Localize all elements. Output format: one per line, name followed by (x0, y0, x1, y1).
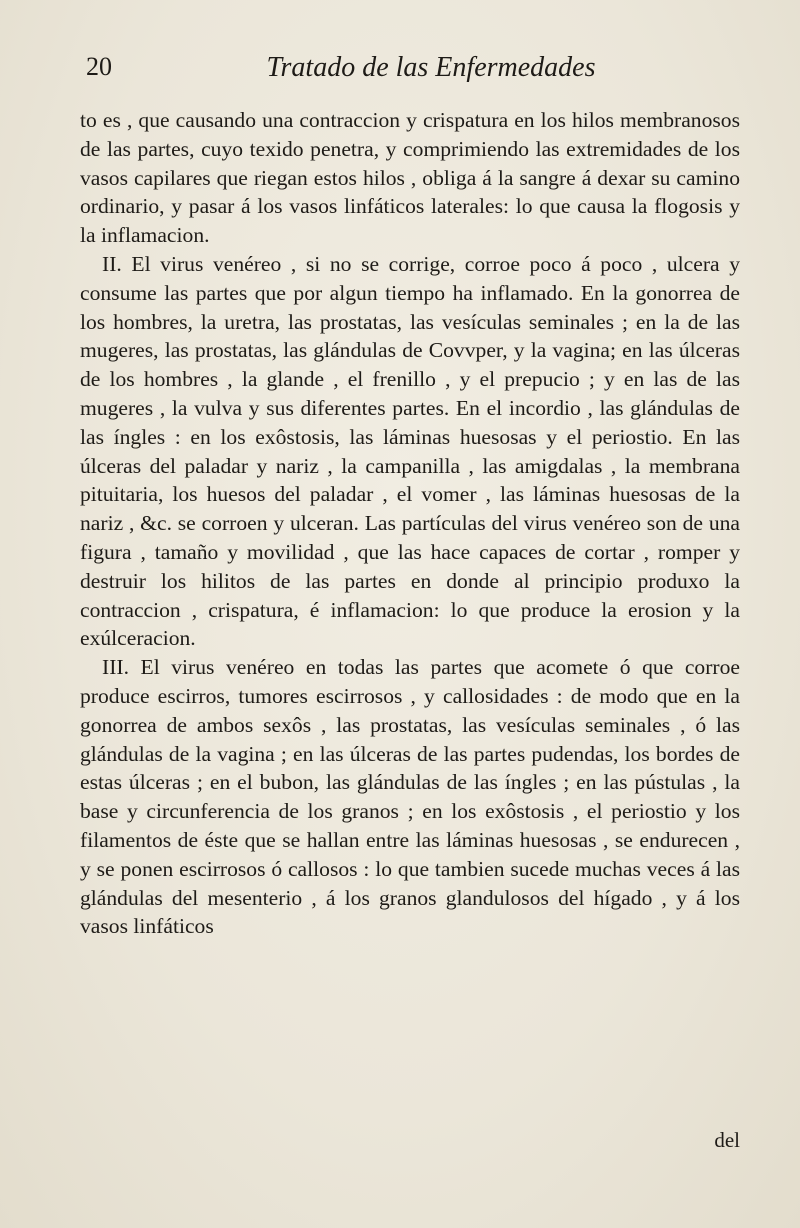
page-header (86, 52, 736, 88)
paragraph-ii: II. El virus venéreo , si no se corrige, corroe poco á poco , ulcera y consume las partes que por algun tiempo ha inflamado. En la gonorrea de los hombres, la uretra, las prostatas, las vesículas seminales ; en la de las mugeres, las prostatas, las glándulas de Covvper, y la vagina; en las úlceras de los hombres , la glande , el frenillo , y el prepucio ; y en las de las mugeres , la vulva y sus diferentes partes. En el incordio , las glándulas de las íngles : en los exôstosis, las láminas huesosas y el periostio. En las úlceras del paladar y nariz , la campanilla , las amigdalas , la membrana pituitaria, los huesos del paladar , el vomer , las láminas huesosas de la nariz , &c. se corroen y ulceran. Las partículas del virus venéreo son de una figura , tamaño y movilidad , que las hace capaces de cortar , romper y destruir los hilitos de las partes en donde al principio produxo la contraccion , crispatura, é inflamacion: lo que produce la erosion y la exúlceracion. (80, 251, 740, 651)
paragraph-continuation: to es , que causando una contraccion y crispatura en los hilos membranosos de las partes, cuyo texido penetra, y comprimiendo las extremidades de los vasos capilares que riegan estos hilos , obliga á la sangre á dexar su camino ordinario, y pasar á los vasos linfáticos laterales: lo que causa la flogosis y la inflamacion. (80, 108, 740, 248)
catchword: del (714, 1128, 740, 1152)
body-text (80, 106, 740, 941)
page-number: 20 (86, 52, 112, 81)
paragraph-iii: III. El virus venéreo en todas las partes que acomete ó que corroe produce escirros, tumores escirrosos , y callosidades : de modo que en la gonorrea de ambos sexôs , las prostatas, las vesículas seminales , ó las glándulas de la vagina ; en las úlceras de las partes pudendas, los bordes de estas úlceras ; en el bubon, las glándulas de las íngles ; en las pústulas , la base y circunferencia de los granos ; en los exôstosis , el periostio y los filamentos de éste que se hallan entre las láminas huesosas , se endurecen , y se ponen escirrosos ó callosos : lo que tambien sucede muchas veces á las glándulas del mesenterio , á los granos glandulosos del hígado , y á los vasos linfáticos (80, 655, 740, 939)
running-title: Tratado de las Enfermedades (266, 52, 596, 83)
